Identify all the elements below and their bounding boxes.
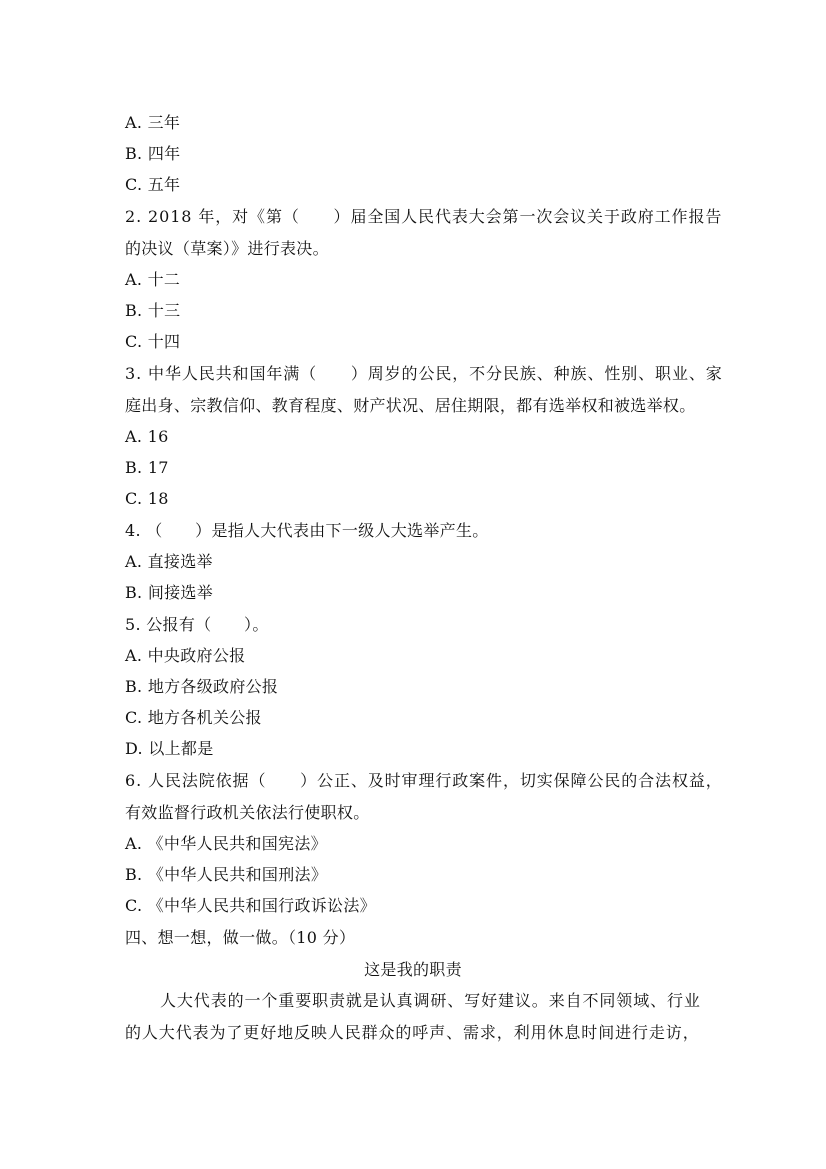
section4-para-line1: 人大代表的一个重要职责就是认真调研、写好建议。来自不同领域、行业: [160, 991, 701, 1010]
q2-option-b: B. 十三: [125, 301, 181, 320]
q2-option-a: A. 十二: [125, 270, 181, 289]
q1-option-c: C. 五年: [125, 175, 181, 194]
q5-option-c: C. 地方各机关公报: [125, 708, 262, 727]
q6-option-c: C. 《中华人民共和国行政诉讼法》: [125, 896, 376, 915]
q5-option-d: D. 以上都是: [125, 739, 214, 758]
q6-option-b: B. 《中华人民共和国刑法》: [125, 865, 328, 884]
q3-stem-line2: 庭出身、宗教信仰、教育程度、财产状况、居住期限，都有选举权和被选举权。: [125, 396, 696, 415]
q4-stem: 4. （ ）是指人大代表由下一级人大选举产生。: [125, 521, 489, 540]
q6-stem-line1: 6. 人民法院依据（ ）公正、及时审理行政案件，切实保障公民的合法权益，: [125, 771, 723, 790]
q1-option-b: B. 四年: [125, 144, 181, 163]
q2-option-c: C. 十四: [125, 332, 181, 351]
section4-title: 这是我的职责: [364, 960, 462, 979]
q5-option-b: B. 地方各级政府公报: [125, 677, 279, 696]
q3-option-c: C. 18: [125, 489, 169, 508]
q3-stem-line1: 3. 中华人民共和国年满（ ）周岁的公民，不分民族、种族、性别、职业、家: [125, 364, 723, 383]
q5-option-a: A. 中央政府公报: [125, 646, 246, 665]
q2-stem-line2: 的决议（草案）》进行表决。: [125, 239, 329, 258]
section4-para-line2: 的人大代表为了更好地反映人民群众的呼声、需求，利用休息时间进行走访，: [125, 1023, 700, 1042]
q2-stem-line1: 2. 2018 年，对《第（ ）届全国人民代表大会第一次会议关于政府工作报告: [125, 207, 723, 226]
q6-option-a: A. 《中华人民共和国宪法》: [125, 834, 327, 853]
q6-stem-line2: 有效监督行政机关依法行使职权。: [125, 803, 370, 822]
q3-option-a: A. 16: [125, 427, 169, 446]
q1-option-a: A. 三年: [125, 113, 181, 132]
section4-heading: 四、想一想，做一做。（10 分）: [125, 928, 356, 947]
q5-stem: 5. 公报有（ ）。: [125, 615, 269, 634]
q3-option-b: B. 17: [125, 458, 169, 477]
q4-option-b: B. 间接选举: [125, 583, 214, 602]
q4-option-a: A. 直接选举: [125, 552, 213, 571]
